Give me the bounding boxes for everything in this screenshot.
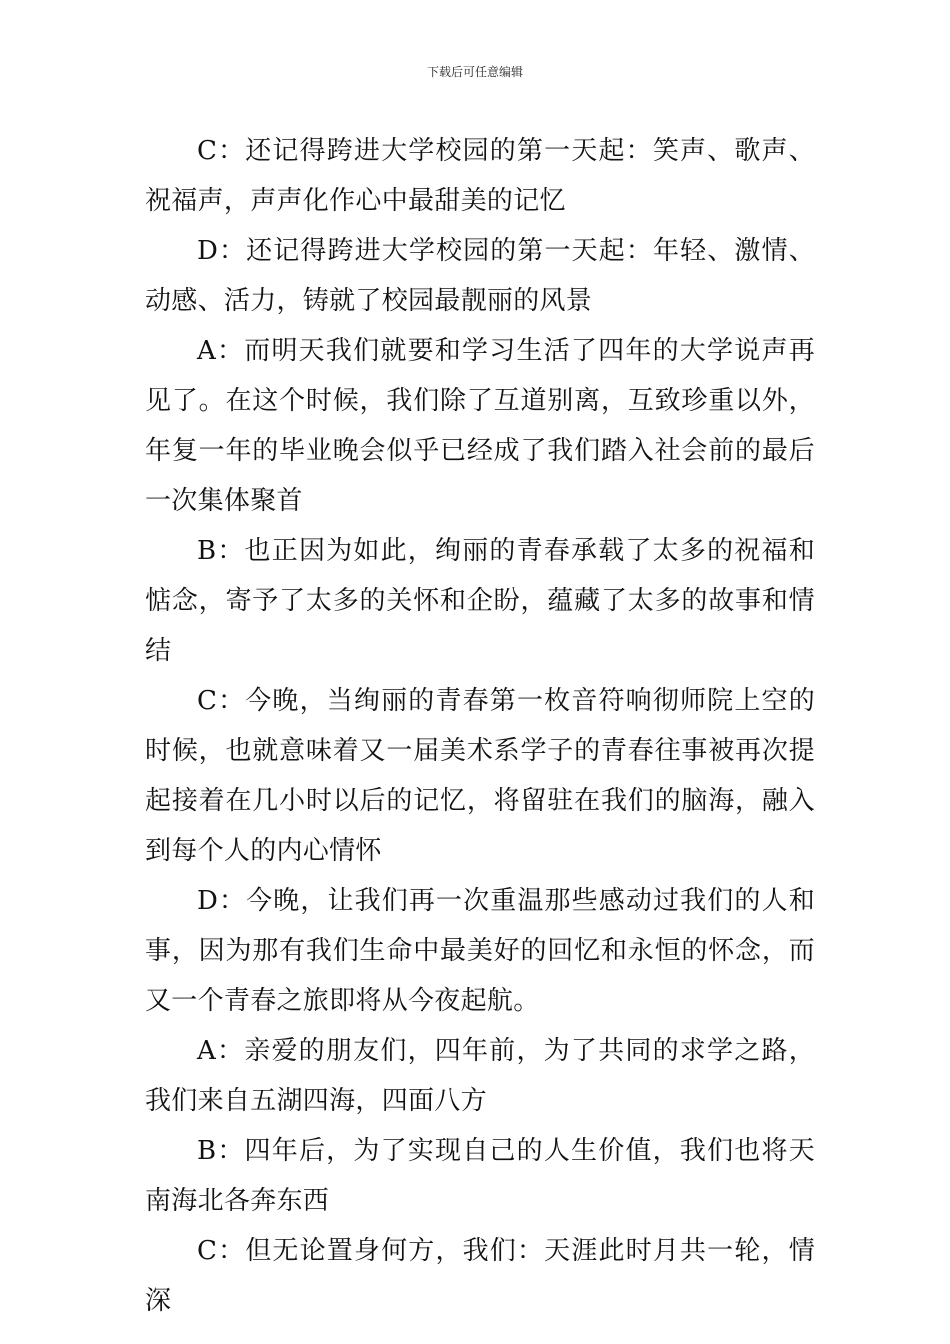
paragraph: D：还记得跨进大学校园的第一天起：年轻、激情、动感、活力，铸就了校园最靓丽的风景 — [145, 236, 815, 316]
paragraph: C：但无论置身何方，我们：天涯此时月共一轮，情深 — [145, 1236, 815, 1316]
document-body — [145, 126, 815, 1326]
paragraph: C：今晚，当绚丽的青春第一枚音符响彻师院上空的时候，也就意味着又一届美术系学子的青春往事被再次提起接着在几小时以后的记忆，将留驻在我们的脑海，融入到每个人的内心情怀 — [145, 686, 815, 866]
paragraph: C：还记得跨进大学校园的第一天起：笑声、歌声、祝福声，声声化作心中最甜美的记忆 — [145, 136, 815, 216]
paragraph: A：而明天我们就要和学习生活了四年的大学说声再见了。在这个时候，我们除了互道别离，互致珍重以外，年复一年的毕业晚会似乎已经成了我们踏入社会前的最后一次集体聚首 — [145, 336, 815, 516]
paragraph: B：也正因为如此，绚丽的青春承载了太多的祝福和惦念，寄予了太多的关怀和企盼，蕴藏了太多的故事和情结 — [145, 536, 815, 666]
paragraph: D：今晚，让我们再一次重温那些感动过我们的人和事，因为那有我们生命中最美好的回忆和永恒的怀念，而又一个青春之旅即将从今夜起航。 — [145, 886, 815, 1016]
paragraph: B：四年后，为了实现自己的人生价值，我们也将天南海北各奔东西 — [145, 1136, 815, 1216]
paragraph: A：亲爱的朋友们，四年前，为了共同的求学之路，我们来自五湖四海，四面八方 — [145, 1036, 815, 1116]
page-header: 下载后可任意编辑 — [426, 65, 523, 79]
